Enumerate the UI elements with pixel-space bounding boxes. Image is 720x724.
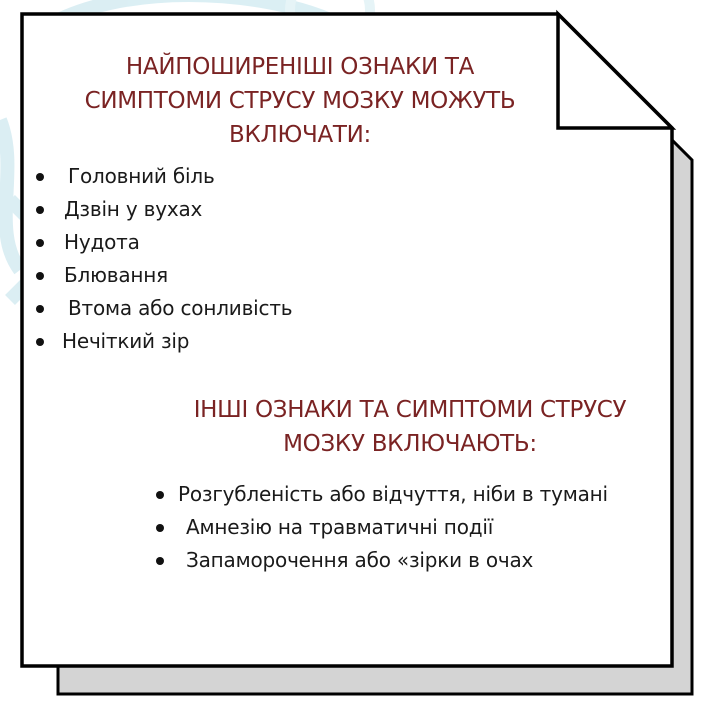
bullet-icon xyxy=(156,524,164,532)
list-item xyxy=(34,292,554,325)
list-item xyxy=(150,544,670,577)
list-item-label: Блювання xyxy=(64,263,168,287)
list-item-label: Втома або сонливість xyxy=(68,296,293,320)
bullet-icon xyxy=(36,338,44,346)
heading-1-line-2: СИМПТОМИ СТРУСУ МОЗКУ МОЖУТЬ xyxy=(84,88,516,114)
heading-1-line-3: ВКЛЮЧАТИ: xyxy=(228,122,372,148)
list-item-label: Амнезію на травматичні події xyxy=(186,515,494,539)
other-symptoms-list xyxy=(150,478,670,577)
list-item-label: Нудота xyxy=(64,230,140,254)
bullet-icon xyxy=(156,491,164,499)
heading-common-symptoms xyxy=(40,50,560,152)
bullet-icon xyxy=(36,239,44,247)
bullet-icon xyxy=(36,305,44,313)
list-item-label: Головний біль xyxy=(68,164,215,188)
bullet-icon xyxy=(36,173,44,181)
heading-2-line-2: МОЗКУ ВКЛЮЧАЮТЬ: xyxy=(283,431,537,457)
list-item xyxy=(150,478,670,511)
list-item-label: Дзвін у вухах xyxy=(64,197,203,221)
bullet-icon xyxy=(36,206,44,214)
heading-other-symptoms xyxy=(140,393,680,461)
list-item xyxy=(34,259,554,292)
bullet-icon xyxy=(36,272,44,280)
list-item-label: Розгубленість або відчуття, ніби в тумані xyxy=(178,482,608,506)
list-item xyxy=(150,511,670,544)
list-item xyxy=(34,193,554,226)
list-item-label: Нечіткий зір xyxy=(62,329,190,353)
heading-1-line-1: НАЙПОШИРЕНІШІ ОЗНАКИ ТА xyxy=(125,54,475,80)
list-item-label: Запаморочення або «зірки в очах xyxy=(186,548,534,572)
bullet-icon xyxy=(156,557,164,565)
list-item xyxy=(34,226,554,259)
heading-2-line-1: ІНШІ ОЗНАКИ ТА СИМПТОМИ СТРУСУ xyxy=(193,397,627,423)
common-symptoms-list xyxy=(34,160,554,358)
list-item xyxy=(34,160,554,193)
list-item xyxy=(34,325,554,358)
